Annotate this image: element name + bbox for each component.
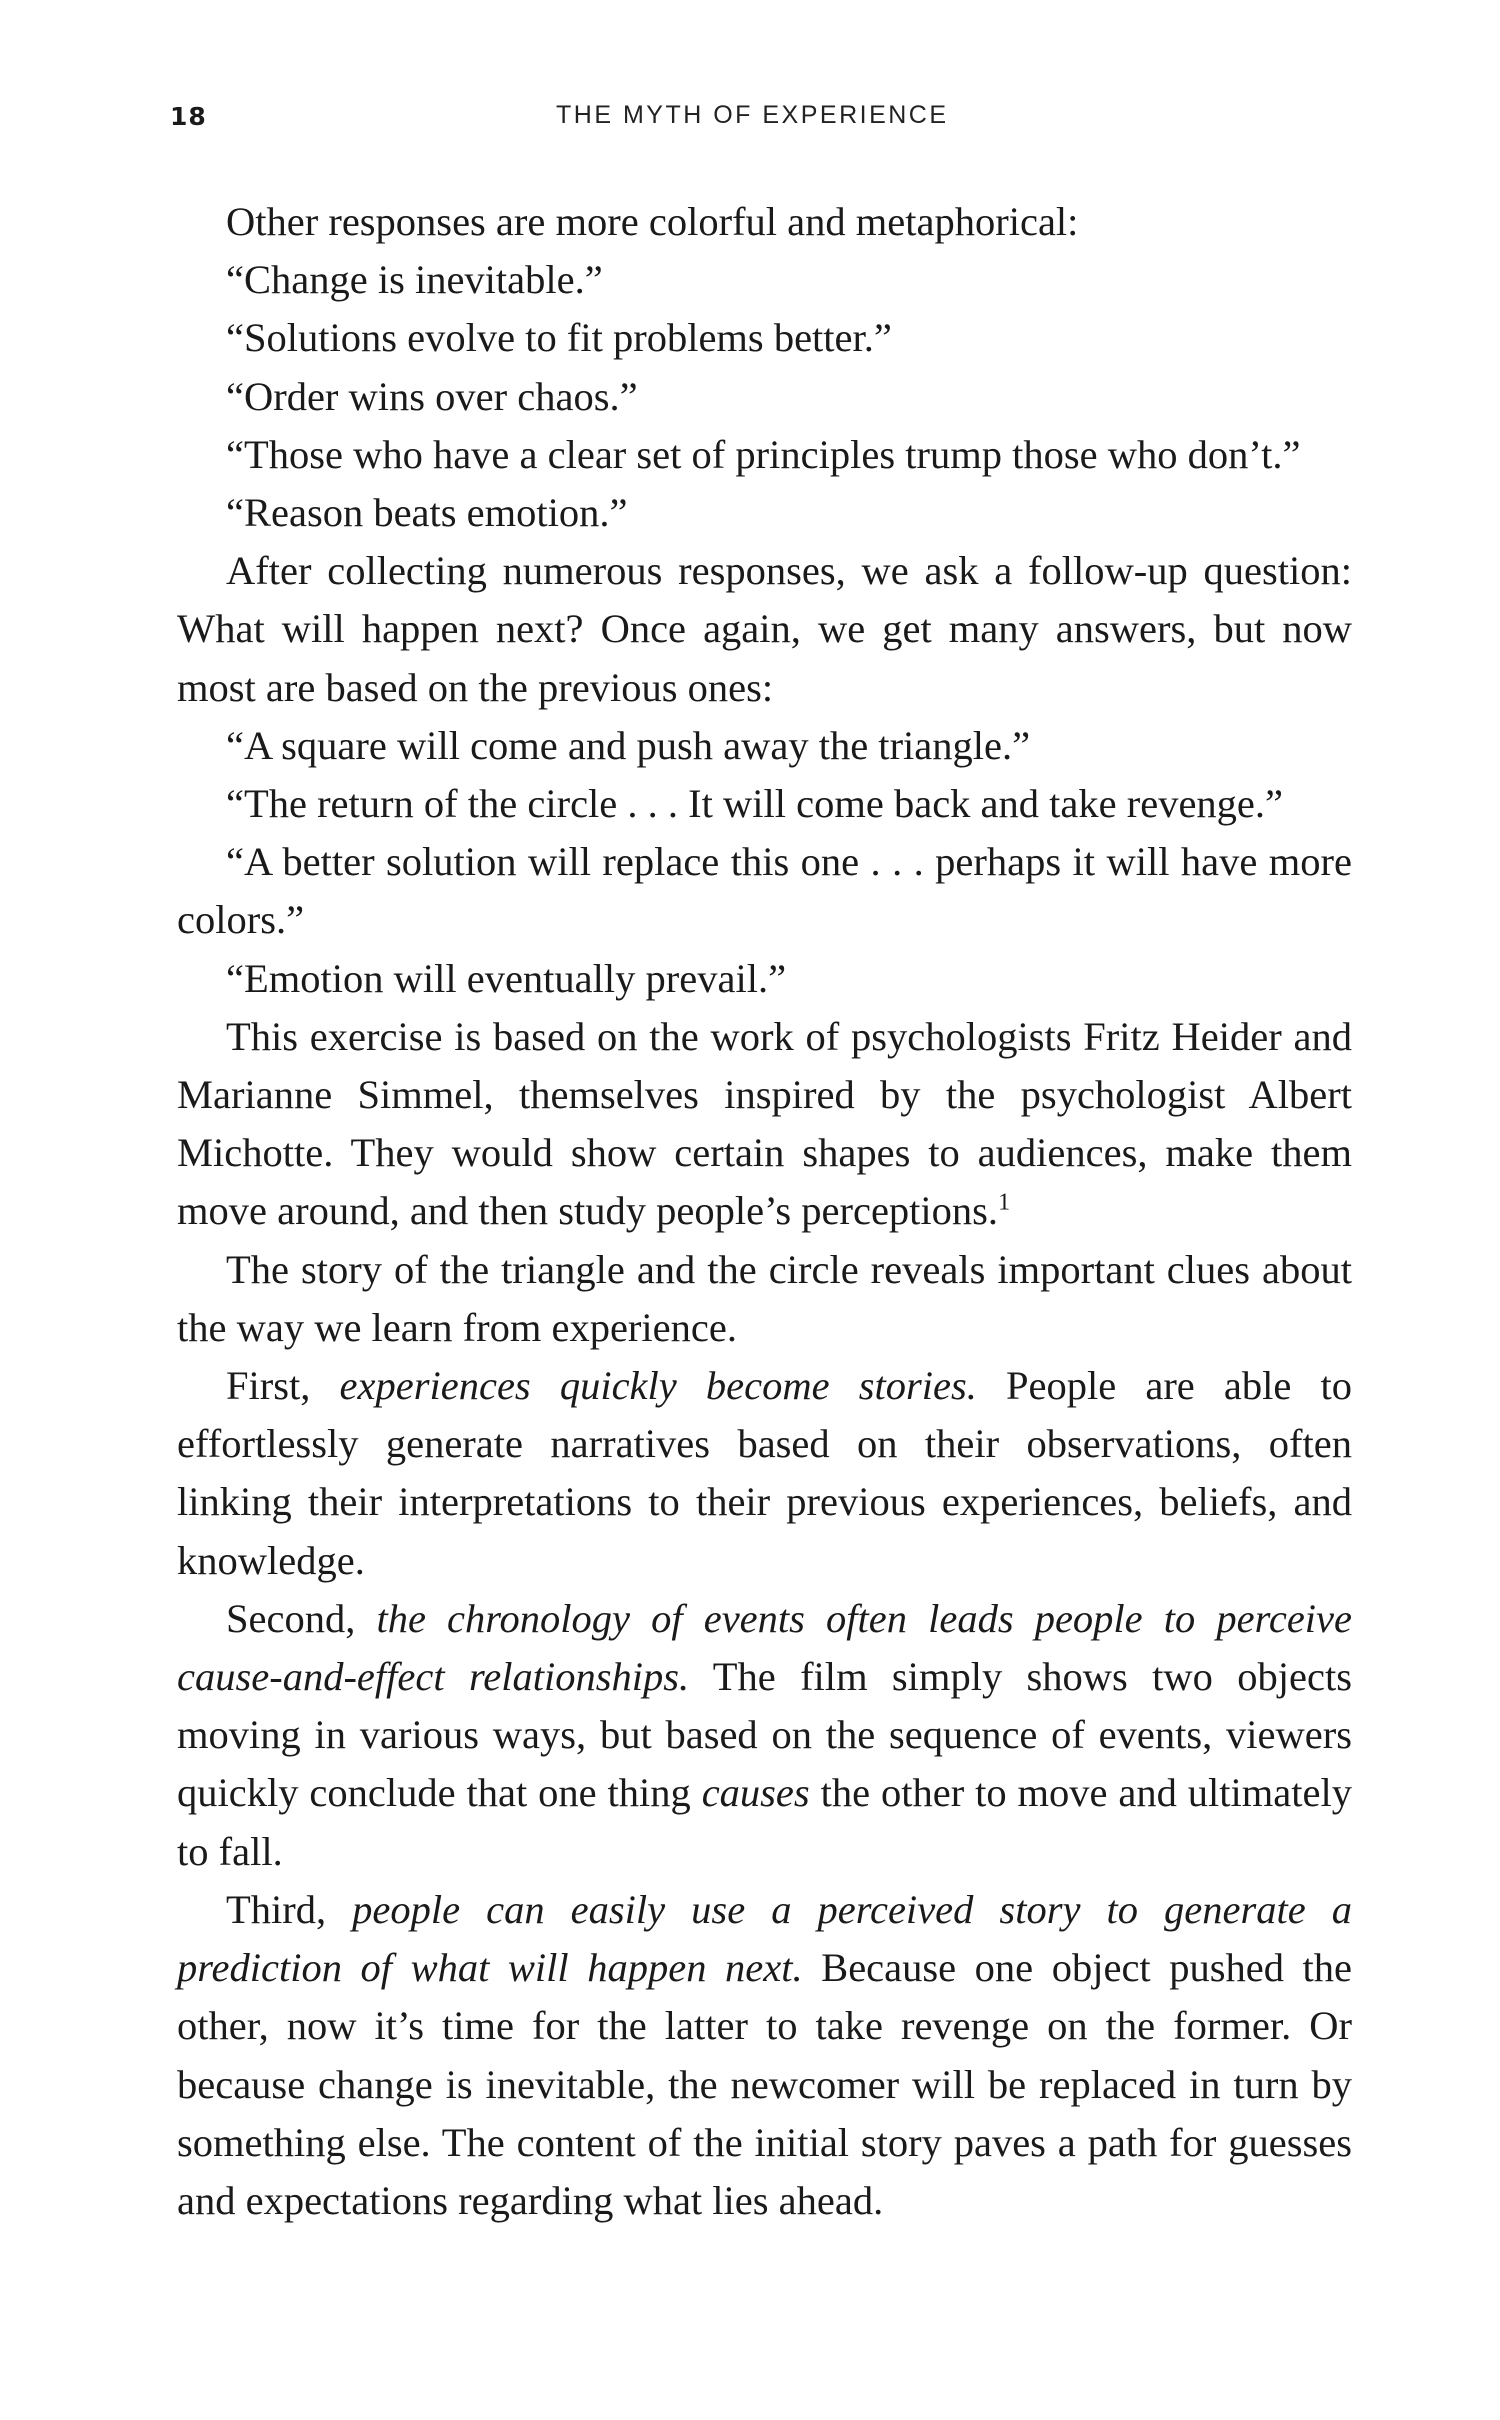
paragraph-first <box>177 1357 1352 1590</box>
emphasis-text: causes <box>701 1770 810 1816</box>
page-header <box>0 98 1500 138</box>
quote-line: “Reason beats emotion.” <box>226 490 628 536</box>
paragraph-lead: Third, <box>226 1886 353 1932</box>
paragraph-text: The film simply shows two objects moving in various ways, but based on the sequence of events, viewers quickly conclude that one thing <box>177 1654 1352 1816</box>
emphasis-text: the chronology of events often leads people to perceive cause-and-effect relationships. <box>177 1595 1352 1700</box>
paragraph-lead: Second, <box>226 1595 377 1641</box>
footnote-marker: 1 <box>998 1189 1011 1216</box>
quote-line: “A better solution will replace this one . . . perhaps it will have more colors.” <box>177 839 1352 943</box>
paragraph-followup: After collecting numerous responses, we ask a follow-up question: What will happen next? Once again, we get many answers, but now most are based on the previous ones: <box>177 548 1352 710</box>
emphasis-text: experiences quickly become stories. <box>339 1363 977 1409</box>
quote-line: “A square will come and push away the triangle.” <box>226 722 1031 768</box>
paragraph-lead: First, <box>226 1363 340 1409</box>
quote-line: “Change is inevitable.” <box>226 257 603 303</box>
paragraph-text: This exercise is based on the work of psychologists Fritz Heider and Marianne Simmel, themselves inspired by the psychologist Albert Michotte. They would show certain shapes to audiences, make them move around, and then study people’s perceptions. <box>177 1013 1352 1234</box>
paragraph-text: People are able to effortlessly generate narratives based on their observations, often linking their interpretations to their previous experiences, beliefs, and knowledge. <box>177 1363 1353 1583</box>
quote-line: “Order wins over chaos.” <box>226 373 638 419</box>
running-title: THE MYTH OF EXPERIENCE <box>556 101 949 129</box>
paragraph-heider-simmel <box>177 1008 1352 1241</box>
paragraph-intro: Other responses are more colorful and metaphorical: <box>226 199 1079 244</box>
paragraph-third <box>177 1881 1352 2230</box>
paragraph-clues: The story of the triangle and the circle reveals important clues about the way we learn from experience. <box>177 1246 1352 1350</box>
quote-line: “The return of the circle . . . It will come back and take revenge.” <box>226 781 1283 827</box>
quote-line: “Emotion will eventually prevail.” <box>226 955 787 1001</box>
paragraph-text: the other to move and ultimately to fall. <box>177 1770 1352 1874</box>
emphasis-text: people can easily use a perceived story to generate a prediction of what will happen next. <box>177 1886 1353 1991</box>
body-text <box>177 193 1352 2230</box>
page-number: 18 <box>170 102 207 131</box>
paragraph-text: Because one object pushed the other, now it’s time for the latter to take revenge on the former. Or because change is inevitable, the newcomer will be replaced in turn by something else. The content of the initial story paves a path for guesses and expectations regarding what lies ahead. <box>177 1945 1353 2223</box>
quote-line: “Those who have a clear set of principles trump those who don’t.” <box>226 431 1301 477</box>
paragraph-second <box>177 1590 1352 1881</box>
quote-line: “Solutions evolve to fit problems better.” <box>226 315 892 361</box>
